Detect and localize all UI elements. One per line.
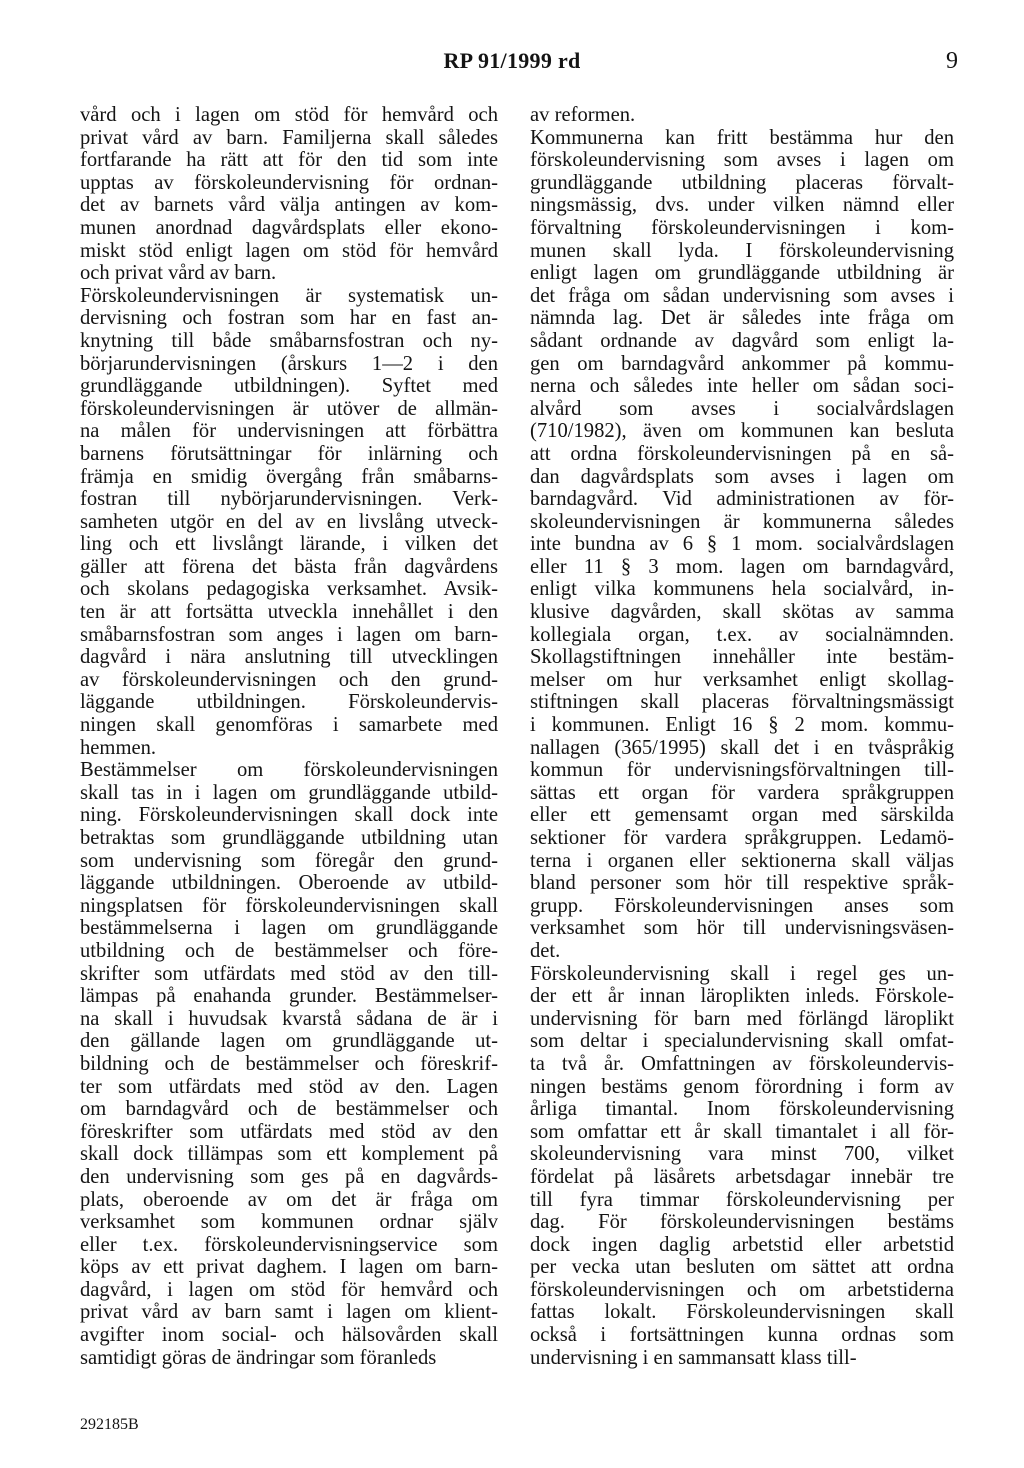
text-line: föreskrifter som utfärdats med stöd av den xyxy=(80,1120,498,1143)
text-line: skrifter som utfärdats med stöd av den till- xyxy=(80,962,498,985)
text-line: köps av ett privat daghem. I lagen om barn- xyxy=(80,1256,498,1279)
text-line: Kommunerna kan fritt bestämma hur den xyxy=(530,126,954,149)
text-line: knytning till både småbarnsfostran och ny- xyxy=(80,329,498,352)
text-line: verksamhet som hör till undervisningsväsen- xyxy=(530,917,954,940)
text-line: främja en smidig övergång från småbarns- xyxy=(80,465,498,488)
text-line: Förskoleundervisningen är systematisk un- xyxy=(80,284,498,307)
text-line: den gällande lagen om grundläggande ut- xyxy=(80,1030,498,1053)
text-line: samheten utgör en del av en livslång utveck- xyxy=(80,510,498,533)
text-line: och privat vård av barn. xyxy=(80,262,277,285)
text-line: munen skall lyda. I förskoleundervisning xyxy=(530,239,954,262)
document-title: RP 91/1999 rd xyxy=(443,48,581,73)
text-line: bestämmelserna i lagen om grundläggande xyxy=(80,917,498,940)
text-line: till fyra timmar förskoleundervisning per xyxy=(530,1188,954,1211)
text-line: bland personer som hör till respektive språk- xyxy=(530,872,954,895)
text-line: melser om hur verksamhet enligt skollag- xyxy=(530,668,954,691)
text-line: kommun för undervisningsförvaltningen till- xyxy=(530,759,954,782)
text-line: avgifter inom social- och hälsovården skall xyxy=(80,1324,498,1347)
text-line: skall tas in i lagen om grundläggande utbild- xyxy=(80,781,498,804)
text-line: miskt stöd enligt lagen om stöd för hemvård xyxy=(80,239,498,262)
text-line: privat vård av barn samt i lagen om klient- xyxy=(80,1301,498,1324)
text-line: skall dock tillämpas som ett komplement på xyxy=(80,1143,498,1166)
page-header xyxy=(0,48,1024,82)
text-line: vård och i lagen om stöd för hemvård och xyxy=(80,104,498,126)
text-line: det. xyxy=(530,939,561,962)
text-line: munen anordnad dagvårdsplats eller ekono- xyxy=(80,216,498,239)
text-line: sådant ordnande av dagvård som enligt la- xyxy=(530,329,954,352)
text-line: fortfarande ha rätt att för den tid som inte xyxy=(80,149,498,172)
text-line: terna i organen eller sektionerna skall väljas xyxy=(530,849,954,872)
text-line: ter som utfärdats med stöd av den. Lagen xyxy=(80,1075,498,1098)
text-line: dervisning och fostran som har en fast an- xyxy=(80,307,498,330)
text-line: skoleundervisningen är kommunerna således xyxy=(530,510,954,533)
text-line: också i fortsättningen kunna ordnas som xyxy=(530,1324,954,1347)
text-line: hemmen. xyxy=(80,736,157,759)
text-line: som deltar i specialundervisning skall omfat- xyxy=(530,1030,954,1053)
text-line: grundläggande utbildningen). Syftet med xyxy=(80,375,498,398)
text-line: att ordna förskoleundervisningen på en så- xyxy=(530,442,954,465)
left-text-column xyxy=(80,104,498,1369)
text-line: inte bundna av 6 § 1 mom. socialvårdslagen xyxy=(530,533,954,556)
text-line: fostran till nybörjarundervisningen. Verk- xyxy=(80,488,498,511)
text-line: grupp. Förskoleundervisningen anses som xyxy=(530,894,954,917)
text-line: privat vård av barn. Familjerna skall således xyxy=(80,126,498,149)
text-line: na skall i huvudsak kvarstå sådana de är i xyxy=(80,1007,498,1030)
right-text-column xyxy=(530,104,954,1369)
text-line: dan dagvårdsplats som avses i lagen om xyxy=(530,465,954,488)
text-line: undervisning för barn med förlängd läroplikt xyxy=(530,1007,954,1030)
text-line: den undervisning som ges på en dagvårds- xyxy=(80,1165,498,1188)
text-line: skoleundervisning vara minst 700, vilket xyxy=(530,1143,954,1166)
text-line: börjarundervisningen (årskurs 1—2 i den xyxy=(80,352,498,375)
text-line: utbildning och de bestämmelser och före- xyxy=(80,939,498,962)
text-line: förskoleundervisningen är utöver de allmän- xyxy=(80,397,498,420)
text-line: dag. För förskoleundervisningen bestäms xyxy=(530,1211,954,1234)
text-line: ta två år. Omfattningen av förskoleundervis- xyxy=(530,1052,954,1075)
print-code: 292185B xyxy=(80,1416,139,1433)
text-line: barndagvård. Vid administrationen av för- xyxy=(530,488,954,511)
text-line: ningsmässig, dvs. under vilken nämnd eller xyxy=(530,194,954,217)
text-line: nerna och således inte heller om sådan soci- xyxy=(530,375,954,398)
text-line: stiftningen skall placeras förvaltningsmässigt xyxy=(530,691,954,714)
text-line: läggande utbildningen. Förskoleundervis- xyxy=(80,691,498,714)
text-line: av förskoleundervisningen och den grund- xyxy=(80,668,498,691)
text-line: bildning och de bestämmelser och föreskrif- xyxy=(80,1052,498,1075)
text-line: dagvård i nära anslutning till utvecklingen xyxy=(80,646,498,669)
text-line: na målen för undervisningen att förbättra xyxy=(80,420,498,443)
text-line: läggande utbildningen. Oberoende av utbild- xyxy=(80,872,498,895)
text-line: sektioner för vardera språkgruppen. Ledamö- xyxy=(530,827,954,849)
text-line: per vecka utan besluten om sättet att ordna xyxy=(530,1256,954,1279)
text-line: nämnda lag. Det är således inte fråga om xyxy=(530,307,954,330)
text-line: verksamhet som kommunen ordnar själv xyxy=(80,1211,498,1234)
text-line: upptas av förskoleundervisning för ordnan- xyxy=(80,171,498,194)
text-line: Bestämmelser om förskoleundervisningen xyxy=(80,759,498,782)
text-line: dagvård, i lagen om stöd för hemvård och xyxy=(80,1278,498,1301)
text-line: enligt lagen om grundläggande utbildning är xyxy=(530,262,954,285)
text-line: grundläggande utbildning placeras förvalt- xyxy=(530,171,954,194)
text-line: plats, oberoende av om det är fråga om xyxy=(80,1188,498,1211)
text-line: eller 11 § 3 mom. lagen om barndagvård, xyxy=(530,555,954,578)
text-line: der ett år innan läroplikten inleds. Förskole- xyxy=(530,985,954,1008)
text-line: lämpas på enahanda grunder. Bestämmelser- xyxy=(80,985,498,1008)
text-line: enligt vilka kommunens hela socialvård, in- xyxy=(530,578,954,601)
text-line: förskoleundervisning som avses i lagen om xyxy=(530,149,954,172)
text-line: undervisning i en sammansatt klass till- xyxy=(530,1346,857,1369)
text-line: Skollagstiftningen innehåller inte bestäm- xyxy=(530,646,954,669)
text-line: eller ett gemensamt organ med särskilda xyxy=(530,804,954,827)
text-line: sättas ett organ för vardera språkgruppen xyxy=(530,781,954,804)
text-line: alvård som avses i socialvårdslagen xyxy=(530,397,954,420)
text-line: betraktas som grundläggande utbildning utan xyxy=(80,827,498,849)
text-line: fördelat på läsårets arbetsdagar innebär tre xyxy=(530,1165,954,1188)
text-line: ningen bestäms genom förordning i form av xyxy=(530,1075,954,1098)
text-line: i kommunen. Enligt 16 § 2 mom. kommu- xyxy=(530,714,954,737)
text-line: gäller att förena det bästa från dagvårdens xyxy=(80,555,498,578)
text-line: årliga timantal. Inom förskoleundervisning xyxy=(530,1098,954,1121)
text-line: (710/1982), även om kommunen kan besluta xyxy=(530,420,954,443)
text-line: nallagen (365/1995) skall det i en tvåspråkig xyxy=(530,736,954,759)
text-line: gen om barndagvård ankommer på kommu- xyxy=(530,352,954,375)
text-line: ning. Förskoleundervisningen skall dock inte xyxy=(80,804,498,827)
text-line: eller t.ex. förskoleundervisningservice som xyxy=(80,1233,498,1256)
text-line: om barndagvård och de bestämmelser och xyxy=(80,1098,498,1121)
text-line: småbarnsfostran som anges i lagen om barn- xyxy=(80,623,498,646)
text-line: samtidigt göras de ändringar som föranleds xyxy=(80,1346,437,1369)
text-line: ten är att fortsätta utveckla innehållet i den xyxy=(80,601,498,624)
text-line: barnens förutsättningar för inlärning och xyxy=(80,442,498,465)
text-line: förvaltning förskoleundervisningen i kom- xyxy=(530,216,954,239)
text-line: ling och ett livslångt lärande, i vilken det xyxy=(80,533,498,556)
text-line: av reformen. xyxy=(530,104,636,126)
text-line: kollegiala organ, t.ex. av socialnämnden. xyxy=(530,623,954,646)
text-line: klusive dagvården, skall skötas av samma xyxy=(530,601,954,624)
text-line: förskoleundervisningen och om arbetstiderna xyxy=(530,1278,954,1301)
text-line: ningsplatsen för förskoleundervisningen skall xyxy=(80,894,498,917)
text-line: Förskoleundervisning skall i regel ges un- xyxy=(530,962,954,985)
text-line: ningen skall genomföras i samarbete med xyxy=(80,714,498,737)
page-number: 9 xyxy=(946,48,958,74)
text-line: det fråga om sådan undervisning som avses i xyxy=(530,284,954,307)
text-line: som omfattar ett år skall timantalet i all för- xyxy=(530,1120,954,1143)
text-line: fattas lokalt. Förskoleundervisningen skall xyxy=(530,1301,954,1324)
text-line: som undervisning som föregår den grund- xyxy=(80,849,498,872)
text-line: dock ingen daglig arbetstid eller arbetstid xyxy=(530,1233,954,1256)
text-line: och skolans pedagogiska verksamhet. Avsik- xyxy=(80,578,498,601)
text-line: det av barnets vård välja antingen av kom- xyxy=(80,194,498,217)
